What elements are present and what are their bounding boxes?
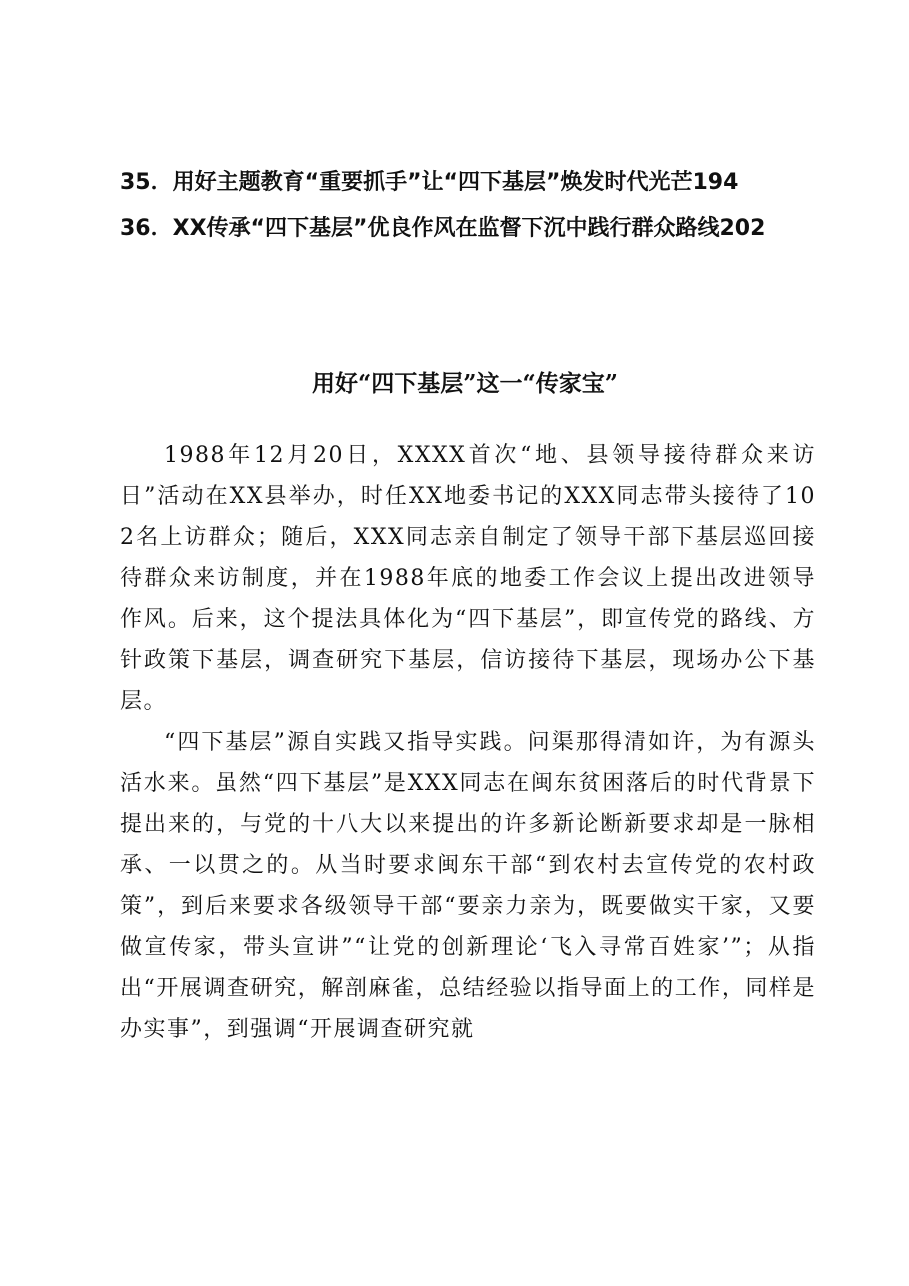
toc-entry-36[interactable]: 36．XX传承“四下基层”优良作风在监督下沉中践行群众路线202: [120, 216, 766, 241]
article-body: [120, 435, 816, 1050]
paragraph-1: 1988年12月20日，XXXX首次“地、县领导接待群众来访日”活动在XX县举办，时任XX地委书记的XXX同志带头接待了102名上访群众；随后，XXX同志亲自制定了领导干部下基层巡回接待群众来访制度，并在1988年底的地委工作会议上提出改进领导作风。后来，这个提法具体化为“四下基层”，即宣传党的路线、方针政策下基层，调查研究下基层，信访接待下基层，现场办公下基层。: [120, 443, 816, 714]
table-of-contents: [120, 160, 810, 252]
article-title: 用好“四下基层”这一“传家宝”: [312, 370, 618, 397]
paragraph-2: “四下基层”源自实践又指导实践。问渠那得清如许，为有源头活水来。虽然“四下基层”是XXX同志在闽东贫困落后的时代背景下提出来的，与党的十八大以来提出的许多新论断新要求却是一脉相承、一以贯之的。从当时要求闽东干部“到农村去宣传党的农村政策”，到后来要求各级领导干部“要亲力亲为，既要做实干家，又要做宣传家，带头宣讲”“让党的创新理论‘飞入寻常百姓家’”；从指出“开展调查研究，解剖麻雀，总结经验以指导面上的工作，同样是办实事”，到强调“开展调查研究就: [120, 730, 816, 1042]
toc-entry-35[interactable]: 35．用好主题教育“重要抓手”让“四下基层”焕发时代光芒194: [120, 170, 739, 195]
